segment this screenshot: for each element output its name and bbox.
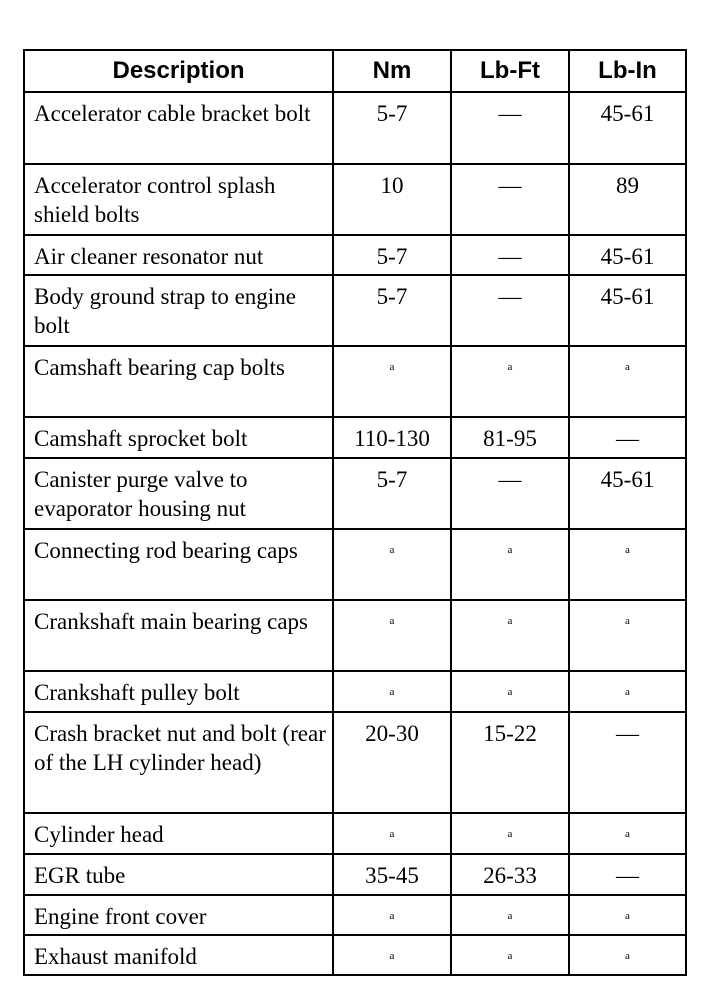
- cell-lbin: a: [569, 346, 686, 417]
- cell-lbin: —: [569, 712, 686, 813]
- cell-lbin: a: [569, 895, 686, 935]
- table-row: [24, 895, 686, 935]
- table-row: [24, 235, 686, 275]
- table-row: [24, 275, 686, 346]
- table-row: [24, 671, 686, 712]
- cell-description: Camshaft sprocket bolt: [24, 417, 333, 458]
- cell-nm: 110-130: [333, 417, 451, 458]
- cell-lbin: 45-61: [569, 92, 686, 164]
- cell-lbin: —: [569, 854, 686, 895]
- cell-nm: a: [333, 346, 451, 417]
- cell-description: Body ground strap to engine bolt: [24, 275, 333, 346]
- cell-lbft: —: [451, 164, 569, 235]
- cell-description: Engine front cover: [24, 895, 333, 935]
- cell-nm: 35-45: [333, 854, 451, 895]
- cell-lbin: a: [569, 813, 686, 854]
- header-row: [24, 50, 686, 92]
- table-row: [24, 458, 686, 529]
- cell-description: EGR tube: [24, 854, 333, 895]
- cell-description: Camshaft bearing cap bolts: [24, 346, 333, 417]
- cell-lbft: —: [451, 92, 569, 164]
- cell-nm: 5-7: [333, 458, 451, 529]
- torque-spec-table: [23, 49, 687, 976]
- table-row: [24, 529, 686, 600]
- header-lbft: Lb-Ft: [451, 50, 569, 92]
- cell-description: Air cleaner resonator nut: [24, 235, 333, 275]
- cell-description: Accelerator cable bracket bolt: [24, 92, 333, 164]
- cell-nm: a: [333, 529, 451, 600]
- cell-description: Exhaust manifold: [24, 935, 333, 975]
- cell-lbft: a: [451, 895, 569, 935]
- cell-description: Connecting rod bearing caps: [24, 529, 333, 600]
- table-row: [24, 164, 686, 235]
- cell-lbft: a: [451, 600, 569, 671]
- header-lbin: Lb-In: [569, 50, 686, 92]
- cell-nm: a: [333, 895, 451, 935]
- cell-lbin: a: [569, 935, 686, 975]
- cell-description: Cylinder head: [24, 813, 333, 854]
- cell-nm: a: [333, 935, 451, 975]
- cell-nm: a: [333, 671, 451, 712]
- cell-nm: 5-7: [333, 275, 451, 346]
- table-row: [24, 813, 686, 854]
- cell-lbft: 81-95: [451, 417, 569, 458]
- cell-lbft: 26-33: [451, 854, 569, 895]
- cell-description: Crankshaft main bearing caps: [24, 600, 333, 671]
- cell-lbin: a: [569, 529, 686, 600]
- cell-description: Crash bracket nut and bolt (rear of the LH cylinder head): [24, 712, 333, 813]
- cell-description: Crankshaft pulley bolt: [24, 671, 333, 712]
- cell-description: Canister purge valve to evaporator housing nut: [24, 458, 333, 529]
- table-row: [24, 600, 686, 671]
- table-row: [24, 417, 686, 458]
- cell-lbin: —: [569, 417, 686, 458]
- header-nm: Nm: [333, 50, 451, 92]
- cell-lbin: a: [569, 600, 686, 671]
- cell-lbft: —: [451, 458, 569, 529]
- cell-lbft: a: [451, 813, 569, 854]
- table-row: [24, 935, 686, 975]
- cell-lbft: a: [451, 346, 569, 417]
- cell-lbft: 15-22: [451, 712, 569, 813]
- cell-lbin: a: [569, 671, 686, 712]
- cell-lbin: 45-61: [569, 235, 686, 275]
- header-description: Description: [24, 50, 333, 92]
- table-row: [24, 712, 686, 813]
- cell-nm: a: [333, 813, 451, 854]
- table-row: [24, 854, 686, 895]
- cell-lbin: 45-61: [569, 458, 686, 529]
- cell-nm: a: [333, 600, 451, 671]
- cell-lbft: a: [451, 671, 569, 712]
- cell-nm: 20-30: [333, 712, 451, 813]
- cell-lbin: 89: [569, 164, 686, 235]
- cell-lbft: a: [451, 935, 569, 975]
- table-row: [24, 346, 686, 417]
- cell-nm: 5-7: [333, 235, 451, 275]
- cell-description: Accelerator control splash shield bolts: [24, 164, 333, 235]
- cell-nm: 5-7: [333, 92, 451, 164]
- table-row: [24, 92, 686, 164]
- cell-lbft: —: [451, 235, 569, 275]
- cell-lbft: a: [451, 529, 569, 600]
- cell-lbft: —: [451, 275, 569, 346]
- cell-lbin: 45-61: [569, 275, 686, 346]
- cell-nm: 10: [333, 164, 451, 235]
